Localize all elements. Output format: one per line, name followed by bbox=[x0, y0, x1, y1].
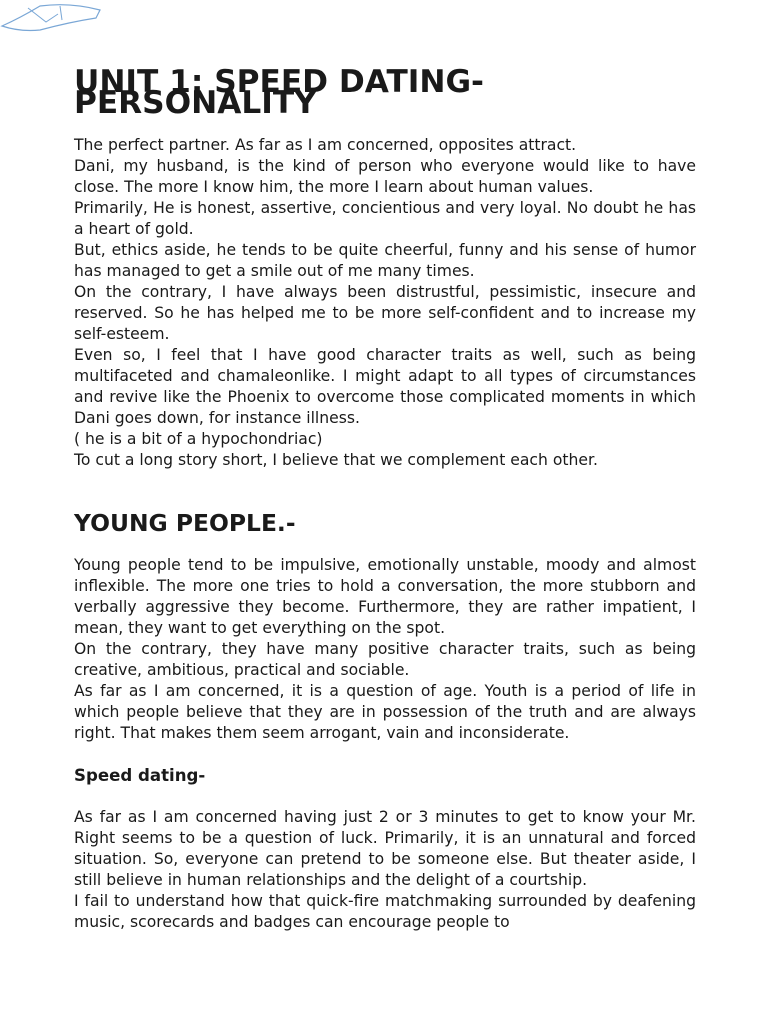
section-heading: UNIT 1: SPEED DATING-PERSONALITY bbox=[74, 64, 484, 121]
paragraph: To cut a long story short, I believe that we complement each other. bbox=[74, 451, 598, 469]
paragraph: But, ethics aside, he tends to be quite cheerful, funny and his sense of humor has managed to get a smile out of me many times. bbox=[74, 241, 696, 280]
paragraph: ( he is a bit of a hypochondriac) bbox=[74, 430, 323, 448]
section-heading: YOUNG PEOPLE.- bbox=[74, 509, 296, 537]
logo-icon bbox=[0, 0, 104, 40]
section-heading: Speed dating- bbox=[74, 766, 206, 785]
paragraph: Even so, I feel that I have good character traits as well, such as being multifaceted and chamaleonlike. I might adapt to all types of circumstances and revive like the Phoenix to overcome those complicated moments in which Dani goes down, for instance illness. bbox=[74, 346, 696, 427]
paragraph: As far as I am concerned having just 2 or 3 minutes to get to know your Mr. Right seems to be a question of luck. Primarily, it is an unnatural and forced situation. So, everyone can pretend to be someone else. But theater aside, I still believe in human relationships and the delight of a courtship. bbox=[74, 808, 696, 889]
paragraph: Dani, my husband, is the kind of person who everyone would like to have close. The more I know him, the more I learn about human values. bbox=[74, 157, 696, 196]
paragraph: On the contrary, they have many positive character traits, such as being creative, ambitious, practical and sociable. bbox=[74, 640, 696, 679]
paragraph: Primarily, He is honest, assertive, concientious and very loyal. No doubt he has a heart of gold. bbox=[74, 199, 696, 238]
section-young-people bbox=[74, 509, 696, 744]
paragraph: On the contrary, I have always been distrustful, pessimistic, insecure and reserved. So he has helped me to be more self-confident and to increase my self-esteem. bbox=[74, 283, 696, 343]
paragraph: The perfect partner. As far as I am concerned, opposites attract. bbox=[74, 136, 577, 154]
paragraph: I fail to understand how that quick-fire matchmaking surrounded by deafening music, scorecards and badges can encourage people to bbox=[74, 892, 696, 931]
paragraph: Young people tend to be impulsive, emotionally unstable, moody and almost inflexible. The more one tries to hold a conversation, the more stubborn and verbally aggressive they become. Furthermore, they are rather impatient, I mean, they want to get everything on the spot. bbox=[74, 556, 696, 637]
document-body bbox=[74, 64, 696, 933]
paragraph: As far as I am concerned, it is a question of age. Youth is a period of life in which people believe that they are in possession of the truth and are always right. That makes them seem arrogant, vain and inconsiderate. bbox=[74, 682, 696, 742]
section-personality bbox=[74, 64, 696, 471]
section-speed-dating bbox=[74, 765, 696, 933]
